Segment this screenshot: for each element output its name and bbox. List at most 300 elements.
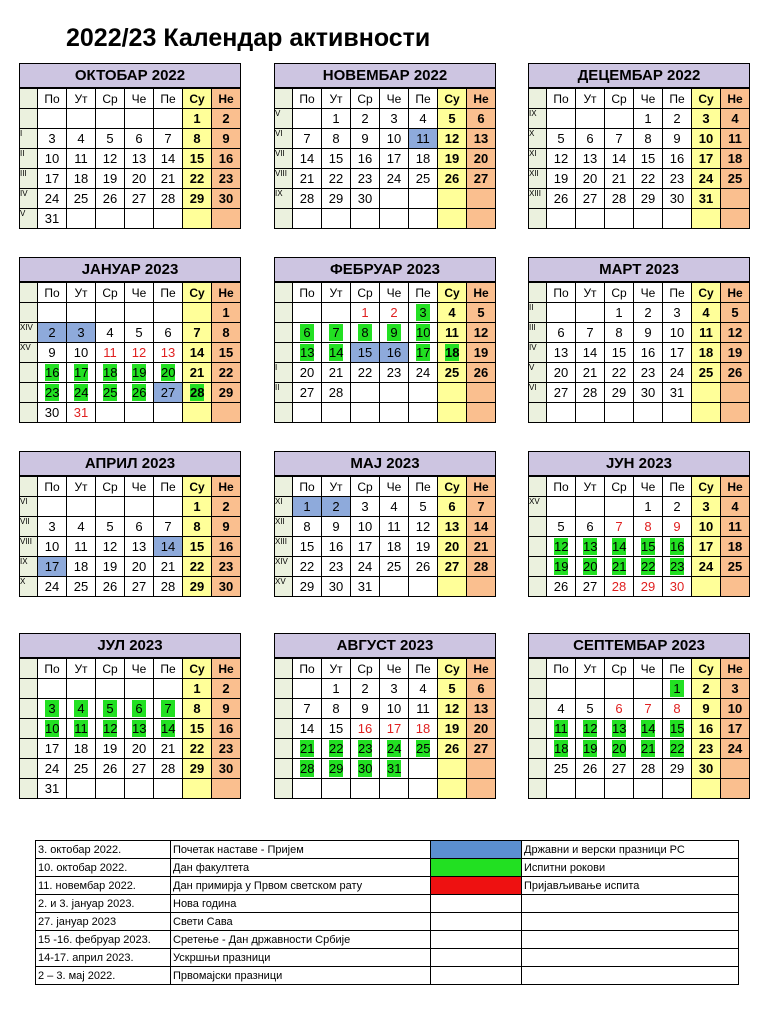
legend-date: 2. и 3. јануар 2023.	[36, 895, 171, 913]
month-title: АПРИЛ 2023	[19, 451, 241, 476]
week-row	[275, 577, 496, 597]
day-cell	[576, 557, 605, 577]
day-cell: 6	[605, 699, 634, 719]
day-cell: 30	[634, 383, 663, 403]
day-cell: 14	[183, 343, 212, 363]
exam-marker: 19	[583, 740, 598, 756]
week-number: III	[20, 169, 38, 189]
day-cell: 2	[692, 679, 721, 699]
day-cell	[605, 209, 634, 229]
week-row	[275, 109, 496, 129]
exam-marker: 12	[554, 538, 569, 554]
day-cell: 26	[576, 759, 605, 779]
weekday-header: Пе	[409, 283, 438, 303]
month-table	[19, 476, 241, 597]
day-cell: 1	[183, 679, 212, 699]
day-cell	[154, 363, 183, 383]
month-block	[19, 451, 241, 597]
weekday-header: Су	[692, 89, 721, 109]
legend-event: Почетак наставе - Пријем	[171, 841, 431, 859]
day-cell	[409, 323, 438, 343]
day-cell: 20	[547, 363, 576, 383]
day-cell	[692, 577, 721, 597]
exam-marker: 14	[641, 720, 656, 736]
day-cell: 21	[322, 363, 351, 383]
day-cell	[576, 303, 605, 323]
day-cell	[38, 109, 67, 129]
week-row	[20, 759, 241, 779]
week-number	[529, 719, 547, 739]
holiday-marker: 17	[38, 557, 66, 576]
week-number: XV	[275, 577, 293, 597]
week-number	[275, 699, 293, 719]
legend-swatch	[431, 967, 522, 985]
day-cell: 28	[322, 383, 351, 403]
month-table	[274, 476, 496, 597]
day-cell	[438, 759, 467, 779]
day-cell: 14	[293, 149, 322, 169]
week-row	[529, 383, 750, 403]
day-cell: 8	[212, 323, 241, 343]
day-cell	[96, 383, 125, 403]
day-cell: 7	[605, 517, 634, 537]
exam-marker: 17	[74, 364, 89, 380]
weekday-header: Ср	[605, 659, 634, 679]
week-number-header	[20, 283, 38, 303]
week-number-header	[20, 477, 38, 497]
weekday-header: Ут	[67, 477, 96, 497]
day-cell	[438, 577, 467, 597]
day-cell	[605, 679, 634, 699]
day-cell: 27	[605, 759, 634, 779]
day-cell: 31	[67, 403, 96, 423]
day-cell: 29	[212, 383, 241, 403]
day-cell	[438, 383, 467, 403]
day-cell	[322, 343, 351, 363]
exam-marker: 28	[190, 384, 205, 400]
day-cell: 8	[183, 129, 212, 149]
day-cell: 17	[692, 149, 721, 169]
day-cell: 9	[663, 129, 692, 149]
week-row	[529, 537, 750, 557]
exam-marker: 22	[329, 740, 344, 756]
day-cell	[409, 403, 438, 423]
legend-event: Дан факултета	[171, 859, 431, 877]
weekday-header: Ут	[576, 89, 605, 109]
day-cell	[322, 403, 351, 423]
weekday-header: Не	[467, 283, 496, 303]
day-cell: 1	[634, 109, 663, 129]
day-cell: 20	[467, 149, 496, 169]
day-cell: 13	[154, 343, 183, 363]
day-cell	[605, 779, 634, 799]
weekday-header: По	[293, 89, 322, 109]
week-number: XIV	[20, 323, 38, 343]
day-cell: 16	[692, 719, 721, 739]
holiday-marker: 27	[154, 383, 182, 402]
weekday-header: По	[293, 283, 322, 303]
week-row	[20, 343, 241, 363]
day-cell	[663, 537, 692, 557]
exam-marker: 11	[554, 720, 568, 736]
day-cell: 4	[721, 497, 750, 517]
day-cell: 16	[351, 149, 380, 169]
day-cell	[380, 343, 409, 363]
day-cell: 7	[605, 129, 634, 149]
day-cell: 15	[293, 537, 322, 557]
day-cell	[351, 209, 380, 229]
legend-event: Дан примирја у Првом светском рату	[171, 877, 431, 895]
month-title: ФЕБРУАР 2023	[274, 257, 496, 282]
day-cell	[409, 189, 438, 209]
day-cell: 29	[634, 189, 663, 209]
exam-marker: 28	[300, 760, 315, 776]
week-number	[529, 557, 547, 577]
day-cell: 28	[154, 759, 183, 779]
day-cell: 13	[547, 343, 576, 363]
exam-marker: 19	[132, 364, 147, 380]
day-cell	[96, 303, 125, 323]
weekday-header: Су	[438, 477, 467, 497]
day-cell: 10	[721, 699, 750, 719]
day-cell: 29	[183, 189, 212, 209]
day-cell: 7	[467, 497, 496, 517]
day-cell: 3	[380, 679, 409, 699]
day-cell: 5	[409, 497, 438, 517]
day-cell	[605, 719, 634, 739]
weekday-header: Че	[125, 89, 154, 109]
day-cell: 24	[38, 759, 67, 779]
week-number-header	[275, 283, 293, 303]
day-cell	[67, 679, 96, 699]
day-cell	[96, 403, 125, 423]
week-row	[275, 759, 496, 779]
day-cell	[663, 679, 692, 699]
weekday-header: По	[38, 89, 67, 109]
week-number-header	[529, 659, 547, 679]
month-title: ЈУН 2023	[528, 451, 750, 476]
weekday-header: Не	[721, 283, 750, 303]
day-cell: 15	[183, 537, 212, 557]
day-cell: 6	[547, 323, 576, 343]
day-cell: 28	[605, 189, 634, 209]
day-cell	[576, 537, 605, 557]
week-number: VIII	[275, 169, 293, 189]
day-cell	[634, 779, 663, 799]
week-number	[20, 739, 38, 759]
week-row	[275, 189, 496, 209]
day-cell: 16	[634, 343, 663, 363]
day-cell: 30	[322, 577, 351, 597]
day-cell: 30	[212, 577, 241, 597]
week-row	[529, 719, 750, 739]
weekday-header: По	[38, 283, 67, 303]
weekday-header: Ср	[96, 89, 125, 109]
exam-marker: 31	[387, 760, 402, 776]
exam-marker: 17	[416, 344, 431, 360]
day-cell: 12	[438, 699, 467, 719]
week-number	[529, 759, 547, 779]
weekday-header: Не	[212, 89, 241, 109]
day-cell: 19	[438, 149, 467, 169]
day-cell	[409, 129, 438, 149]
day-cell: 6	[154, 323, 183, 343]
page-title: 2022/23 Календар активности	[66, 24, 431, 52]
day-cell: 6	[125, 129, 154, 149]
week-number: XII	[275, 517, 293, 537]
day-cell	[96, 209, 125, 229]
week-number	[20, 403, 38, 423]
day-cell: 6	[576, 129, 605, 149]
week-row	[275, 323, 496, 343]
day-cell: 5	[96, 129, 125, 149]
day-cell: 28	[293, 189, 322, 209]
weekday-header: Су	[183, 283, 212, 303]
day-cell: 25	[67, 189, 96, 209]
day-cell: 16	[351, 719, 380, 739]
weekday-header: Не	[721, 89, 750, 109]
exam-marker: 23	[670, 558, 685, 574]
day-cell: 8	[663, 699, 692, 719]
week-row	[20, 699, 241, 719]
day-cell	[125, 679, 154, 699]
day-cell: 6	[467, 679, 496, 699]
day-cell: 2	[634, 303, 663, 323]
day-cell: 3	[721, 679, 750, 699]
weekday-header: По	[547, 477, 576, 497]
week-row	[20, 209, 241, 229]
exam-marker: 7	[161, 700, 175, 717]
day-cell	[438, 779, 467, 799]
day-cell: 24	[663, 363, 692, 383]
day-cell: 1	[351, 303, 380, 323]
week-number-header	[275, 659, 293, 679]
week-row	[275, 403, 496, 423]
day-cell: 25	[67, 759, 96, 779]
day-cell: 21	[576, 363, 605, 383]
weekday-header: Ср	[605, 477, 634, 497]
day-cell: 11	[721, 129, 750, 149]
weekday-header: По	[547, 89, 576, 109]
week-number-header	[275, 89, 293, 109]
day-cell: 27	[547, 383, 576, 403]
day-cell: 24	[692, 169, 721, 189]
day-cell: 18	[721, 537, 750, 557]
week-number	[275, 209, 293, 229]
day-cell	[38, 679, 67, 699]
day-cell: 8	[293, 517, 322, 537]
exam-marker: 6	[132, 700, 146, 717]
day-cell	[154, 719, 183, 739]
day-cell: 2	[212, 679, 241, 699]
day-cell	[467, 403, 496, 423]
day-cell: 21	[605, 169, 634, 189]
day-cell: 27	[576, 577, 605, 597]
week-row	[275, 517, 496, 537]
day-cell	[67, 699, 96, 719]
week-row	[20, 679, 241, 699]
day-cell: 26	[438, 739, 467, 759]
holiday-marker: 1	[293, 497, 321, 516]
week-row	[275, 537, 496, 557]
day-cell	[183, 383, 212, 403]
day-cell	[351, 779, 380, 799]
legend-row	[36, 931, 739, 949]
day-cell: 2	[212, 109, 241, 129]
day-cell: 18	[67, 169, 96, 189]
day-cell	[154, 699, 183, 719]
day-cell: 31	[692, 189, 721, 209]
weekday-header: Ут	[322, 477, 351, 497]
day-cell: 9	[212, 129, 241, 149]
day-cell: 15	[183, 719, 212, 739]
day-cell: 10	[692, 517, 721, 537]
week-row	[529, 517, 750, 537]
day-cell: 11	[67, 537, 96, 557]
legend-event: Првомајски празници	[171, 967, 431, 985]
day-cell: 27	[576, 189, 605, 209]
day-cell: 2	[351, 679, 380, 699]
weekday-header: Не	[721, 477, 750, 497]
day-cell: 3	[38, 517, 67, 537]
weekday-header: Су	[692, 477, 721, 497]
week-number	[20, 779, 38, 799]
day-cell	[38, 497, 67, 517]
day-cell: 9	[212, 517, 241, 537]
week-row	[529, 403, 750, 423]
day-cell: 4	[67, 129, 96, 149]
day-cell	[409, 209, 438, 229]
day-cell: 19	[96, 739, 125, 759]
month-block	[528, 257, 750, 423]
day-cell: 12	[96, 537, 125, 557]
week-number: V	[529, 363, 547, 383]
legend-date: 11. новембар 2022.	[36, 877, 171, 895]
day-cell: 17	[721, 719, 750, 739]
day-cell: 26	[721, 363, 750, 383]
week-number-header	[20, 89, 38, 109]
week-number-header	[275, 477, 293, 497]
day-cell	[547, 403, 576, 423]
day-cell: 11	[692, 323, 721, 343]
exam-marker: 25	[103, 384, 118, 400]
day-cell	[125, 109, 154, 129]
legend-row	[36, 859, 739, 877]
week-number: II	[20, 149, 38, 169]
day-cell	[576, 497, 605, 517]
weekday-header: Су	[183, 89, 212, 109]
day-cell: 10	[692, 129, 721, 149]
week-row	[275, 149, 496, 169]
weekday-header: Су	[692, 659, 721, 679]
day-cell	[409, 383, 438, 403]
day-cell	[322, 739, 351, 759]
day-cell: 9	[351, 129, 380, 149]
weekday-header: Не	[212, 659, 241, 679]
day-cell	[721, 189, 750, 209]
day-cell	[634, 209, 663, 229]
weekday-header: Ут	[576, 477, 605, 497]
week-number: VI	[529, 383, 547, 403]
day-cell: 28	[605, 577, 634, 597]
exam-marker: 14	[329, 344, 344, 360]
day-cell	[154, 303, 183, 323]
day-cell	[438, 343, 467, 363]
day-cell: 29	[605, 383, 634, 403]
day-cell: 20	[467, 719, 496, 739]
exam-marker: 25	[416, 740, 431, 756]
day-cell: 4	[380, 497, 409, 517]
week-number: IX	[20, 557, 38, 577]
day-cell: 22	[605, 363, 634, 383]
weekday-header: Че	[634, 89, 663, 109]
week-row	[275, 129, 496, 149]
day-cell: 18	[409, 149, 438, 169]
exam-marker: 24	[74, 384, 89, 400]
week-number	[529, 537, 547, 557]
weekday-header: Ср	[96, 659, 125, 679]
day-cell: 14	[576, 343, 605, 363]
week-number	[20, 363, 38, 383]
weekday-header: По	[293, 477, 322, 497]
day-cell	[634, 739, 663, 759]
day-cell: 4	[96, 323, 125, 343]
day-cell	[293, 779, 322, 799]
day-cell	[67, 303, 96, 323]
day-cell	[721, 779, 750, 799]
day-cell: 13	[125, 537, 154, 557]
exam-marker: 15	[641, 538, 656, 554]
day-cell: 28	[154, 189, 183, 209]
day-cell	[125, 209, 154, 229]
day-cell	[409, 759, 438, 779]
weekday-header: Че	[634, 477, 663, 497]
week-row	[529, 343, 750, 363]
day-cell: 25	[721, 557, 750, 577]
day-cell: 2	[380, 303, 409, 323]
day-cell: 4	[692, 303, 721, 323]
weekday-header: По	[547, 659, 576, 679]
week-row	[20, 557, 241, 577]
day-cell: 8	[634, 129, 663, 149]
day-cell	[692, 209, 721, 229]
day-cell: 12	[438, 129, 467, 149]
week-row	[275, 679, 496, 699]
day-cell: 17	[38, 169, 67, 189]
day-cell: 19	[96, 169, 125, 189]
day-cell: 30	[351, 189, 380, 209]
exam-marker: 22	[670, 740, 685, 756]
day-cell	[380, 323, 409, 343]
day-cell: 18	[692, 343, 721, 363]
day-cell: 13	[125, 149, 154, 169]
day-cell: 27	[467, 169, 496, 189]
day-cell	[380, 403, 409, 423]
legend-row	[36, 913, 739, 931]
legend-date: 3. октобар 2022.	[36, 841, 171, 859]
day-cell: 28	[467, 557, 496, 577]
day-cell: 1	[183, 109, 212, 129]
exam-marker: 3	[416, 304, 430, 321]
day-cell: 17	[663, 343, 692, 363]
legend-meaning: Испитни рокови	[522, 859, 739, 877]
weekday-header: Пе	[154, 477, 183, 497]
day-cell: 10	[38, 149, 67, 169]
weekday-header: Ут	[67, 89, 96, 109]
exam-marker: 15	[670, 720, 685, 736]
day-cell	[154, 537, 183, 557]
day-cell	[547, 779, 576, 799]
